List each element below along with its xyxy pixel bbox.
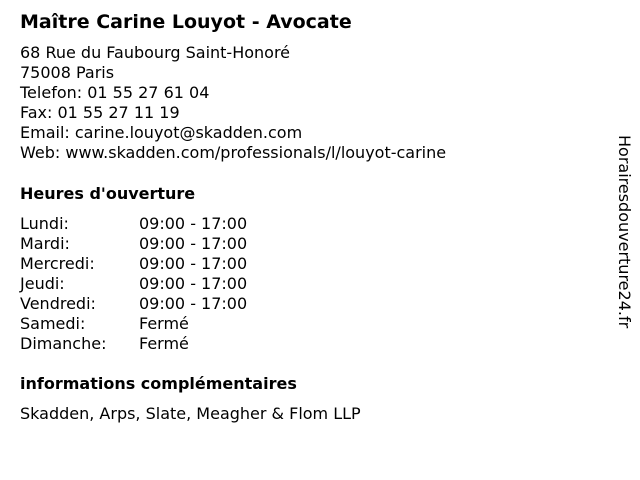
day-label: Mercredi: [20,254,95,273]
day-label: Vendredi: [20,294,96,313]
page-title: Maître Carine Louyot - Avocate [20,11,352,33]
day-label: Mardi: [20,234,70,253]
day-label: Dimanche: [20,334,107,353]
website-url: Web: www.skadden.com/professionals/l/louyot-carine [20,143,447,162]
street-address: 68 Rue du Faubourg Saint-Honoré [20,43,291,62]
hours-value: Fermé [139,334,189,353]
phone-number: Telefon: 01 55 27 61 04 [20,83,210,102]
hours-heading: Heures d'ouverture [20,184,196,203]
day-label: Jeudi: [20,274,65,293]
info-text: Skadden, Arps, Slate, Meagher & Flom LLP [20,404,361,423]
fax-number: Fax: 01 55 27 11 19 [20,103,180,122]
day-label: Samedi: [20,314,86,333]
day-label: Lundi: [20,214,69,233]
city-address: 75008 Paris [20,63,115,82]
watermark-text: Horairesdouverture24.fr [615,135,634,329]
hours-value: Fermé [139,314,189,333]
email-address: Email: carine.louyot@skadden.com [20,123,303,142]
hours-value: 09:00 - 17:00 [139,274,248,293]
info-heading: informations complémentaires [20,374,297,393]
hours-value: 09:00 - 17:00 [139,254,248,273]
hours-value: 09:00 - 17:00 [139,294,248,313]
contact-block [20,43,446,163]
hours-value: 09:00 - 17:00 [139,234,248,253]
hours-value: 09:00 - 17:00 [139,214,248,233]
